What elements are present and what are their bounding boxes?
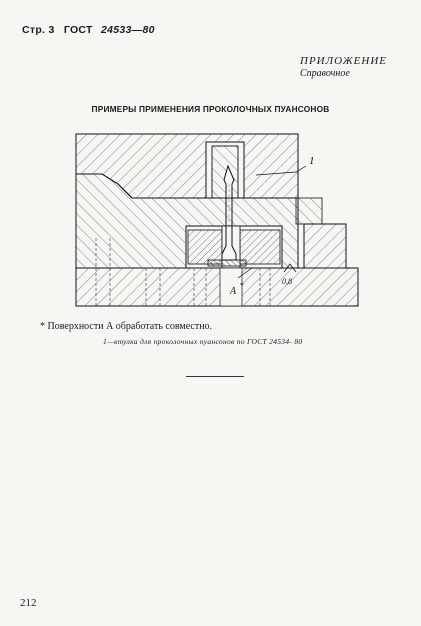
appendix-block [300,55,387,79]
surface-asterisk: * [240,281,244,290]
surface-label-a: A [230,286,237,297]
section-title: ПРИМЕРЫ ПРИМЕНЕНИЯ ПРОКОЛОЧНЫХ ПУАНСОНОВ [91,104,330,114]
standard-label: ГОСТ [63,24,93,36]
seat-band [208,260,246,266]
pocket-insert-right [240,230,280,264]
callout-1: 1 [309,155,315,167]
die-plate [76,268,358,306]
page-header [22,24,155,36]
roughness-value: 0,8 [282,277,292,286]
punch-sleeve [212,146,238,198]
right-block [304,224,346,268]
appendix-type: Справочное [300,68,350,79]
appendix-label: ПРИЛОЖЕНИЕ [300,55,387,67]
standard-number: 24533—80 [100,24,155,36]
page-number: 212 [20,597,37,609]
page-label: Стр. 3 [22,24,55,36]
footnote: * Поверхности А обработать совместно. [40,321,213,332]
technical-drawing [70,128,365,313]
divider-line [186,376,244,377]
legend-note: 1—втулка для проколочных пуансонов по ГОСТ 24534- 80 [103,337,303,346]
pocket-insert-left [188,230,222,264]
